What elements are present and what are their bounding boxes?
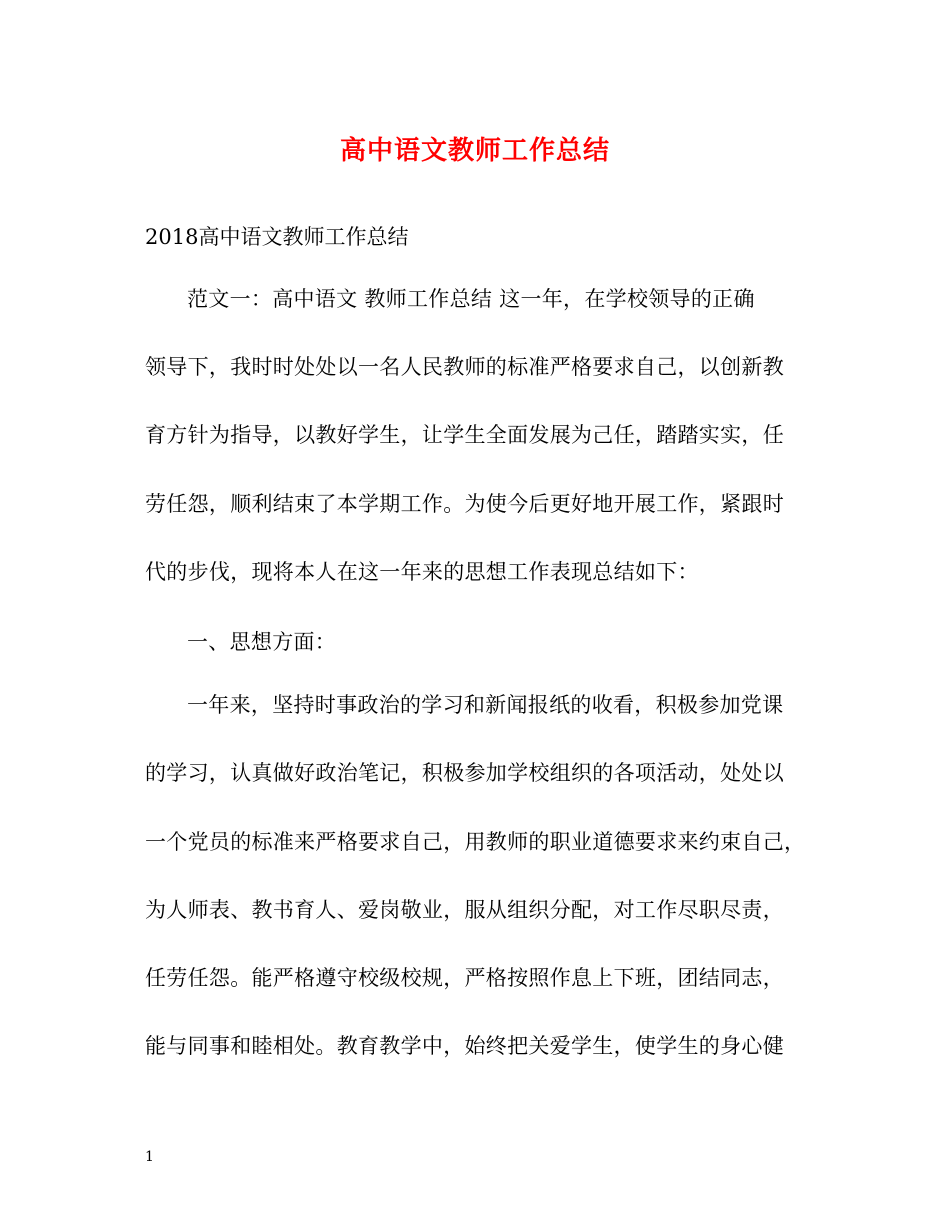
section-heading: 一、思想方面： [187,630,337,654]
body-line: 育方针为指导，以教好学生，让学生全面发展为己任，踏踏实实，任 [145,423,784,447]
body-line: 能与同事和睦相处。教育教学中，始终把关爱学生，使学生的身心健 [145,1034,784,1058]
body-line: 一年来，坚持时事政治的学习和新闻报纸的收看，积极参加党课 [187,693,784,717]
body-line: 任劳任怨。能严格遵守校级校规，严格按照作息上下班，团结同志， [145,966,784,990]
body-line: 代的步伐，现将本人在这一年来的思想工作表现总结如下： [145,560,699,584]
body-line: 一个党员的标准来严格要求自己，用教师的职业道德要求来约束自己， [145,830,806,854]
document-subtitle: 2018高中语文教师工作总结 [145,225,409,249]
page-number: 1 [145,1149,154,1165]
body-line: 的学习，认真做好政治笔记，积极参加学校组织的各项活动，处处以 [145,761,784,785]
body-line: 为人师表、教书育人、爱岗敬业，服从组织分配，对工作尽职尽责， [145,898,784,922]
body-line: 领导下，我时时处处以一名人民教师的标准严格要求自己，以创新教 [145,355,784,379]
body-line: 范文一：高中语文 教师工作总结 这一年，在学校领导的正确 [187,287,755,311]
document-title: 高中语文教师工作总结 [339,136,610,166]
body-line: 劳任怨，顺利结束了本学期工作。为使今后更好地开展工作，紧跟时 [145,492,784,516]
